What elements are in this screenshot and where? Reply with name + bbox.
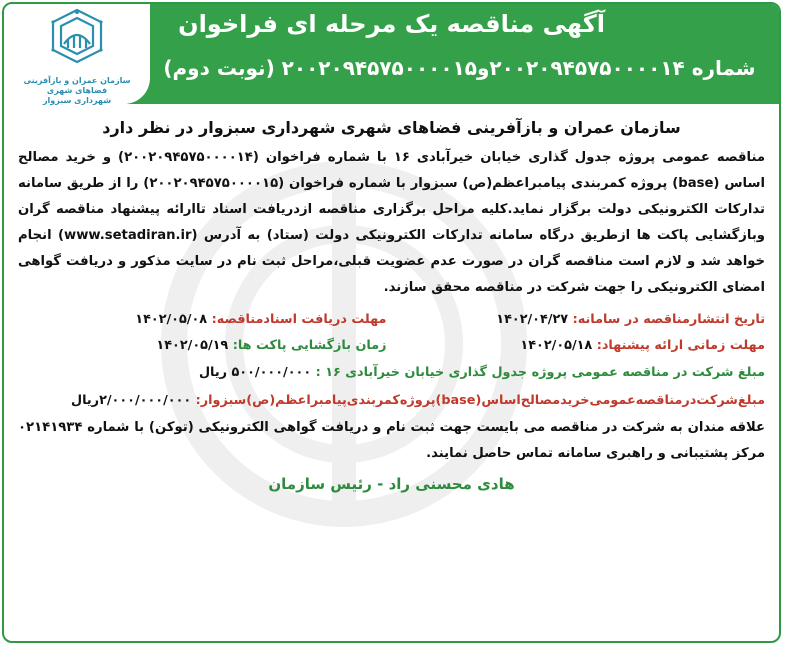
notice-content [18, 114, 765, 493]
logo [4, 4, 150, 104]
notice-title: آگهی مناقصه یک مرحله ای فراخوان [178, 10, 605, 38]
header-banner [4, 4, 779, 104]
closing-paragraph: علاقه مندان به شرکت در مناقصه می بایست جهت ثبت نام و دریافت گواهی الکترونیکی (توکن) با شماره ۰۲۱۴۱۹۳۴ مرکز پشتیبانی و راهبری سامانه تماس حاصل نمایند. [18, 420, 765, 461]
signature: هادی محسنی راد - رئیس سازمان [268, 475, 515, 493]
publish-date-label: تاریخ انتشارمناقصه در سامانه: [572, 312, 765, 327]
opening-date [18, 335, 387, 357]
logo-caption-line-1: سازمان عمران و بازآفرینی فضاهای شهری [23, 76, 131, 95]
dates-grid [18, 309, 765, 357]
notice-body: مناقصه عمومی پروژه جدول گذاری خیابان خیرآبادی ۱۶ با شماره فراخوان (۲۰۰۲۰۹۴۵۷۵۰۰۰۰۱۴) و خرید مصالح اساس (base) پروژه کمربندی پیامبراعظم(ص) سبزوار با شماره فراخوان (۲۰۰۲۰۹۴۵۷۵۰۰۰۰۱۵) را از طریق سامانه تدارکات الکترونیکی دولت برگزار نماید.کلیه مراحل برگزاری مناقصه ازدریافت اسناد تاارائه پیشنهاد مناقصه گران وبازگشایی پاکت ها ازطریق درگاه سامانه تدارکات الکترونیکی دولت (ستاد) به آدرس (www.setadiran.ir) انجام خواهد شد و لازم است مناقصه گران در صورت عدم عضویت قبلی،مراحل ثبت نام در سایت مذکور و دریافت گواهی امضای الکترونیکی را جهت شرکت در مناقصه محقق سازند. [18, 150, 766, 295]
first-amount-value: ۵۰۰/۰۰۰/۰۰۰ ریال [198, 365, 312, 380]
notice-heading: سازمان عمران و بازآفرینی فضاهای شهری شهرداری سبزوار در نظر دارد [102, 118, 681, 137]
docs-deadline [18, 309, 387, 331]
publish-date-value: ۱۴۰۲/۰۴/۲۷ [496, 312, 569, 327]
tender-numbers: شماره ۲۰۰۲۰۹۴۵۷۵۰۰۰۰۱۴و۲۰۰۲۰۹۴۵۷۵۰۰۰۰۱۵ (نوبت دوم) [163, 56, 756, 80]
opening-date-value: ۱۴۰۲/۰۵/۱۹ [156, 338, 229, 353]
notice-frame [2, 2, 781, 643]
submit-deadline-value: ۱۴۰۲/۰۵/۱۸ [520, 338, 593, 353]
first-tender-amount [18, 361, 765, 385]
submit-deadline-label: مهلت زمانی ارائه پیشنهاد: [596, 338, 765, 353]
second-tender-amount [18, 389, 765, 413]
logo-caption-line-2: شهرداری سبزوار [42, 96, 112, 105]
logo-caption [8, 76, 146, 106]
organization-emblem-icon [4, 4, 150, 76]
second-amount-label: مبلغ‌شرکت‌در‌مناقصه‌عمومی‌خرید‌مصالح‌اساس(base)پروژه‌کمربندی‌پیامبراعظم(ص)سبزوار: [195, 393, 765, 408]
first-amount-label: مبلغ شرکت در مناقصه عمومی پروژه جدول گذاری خیابان خیرآبادی ۱۶ : [315, 365, 765, 380]
second-amount-value: ۲/۰۰۰/۰۰۰/۰۰۰ریال [70, 393, 192, 408]
docs-deadline-label: مهلت دریافت اسنادمناقصه: [211, 312, 387, 327]
opening-date-label: زمان بازگشایی پاکت ها: [232, 338, 387, 353]
publish-date [397, 309, 766, 331]
docs-deadline-value: ۱۴۰۲/۰۵/۰۸ [135, 312, 208, 327]
submit-deadline [397, 335, 766, 357]
